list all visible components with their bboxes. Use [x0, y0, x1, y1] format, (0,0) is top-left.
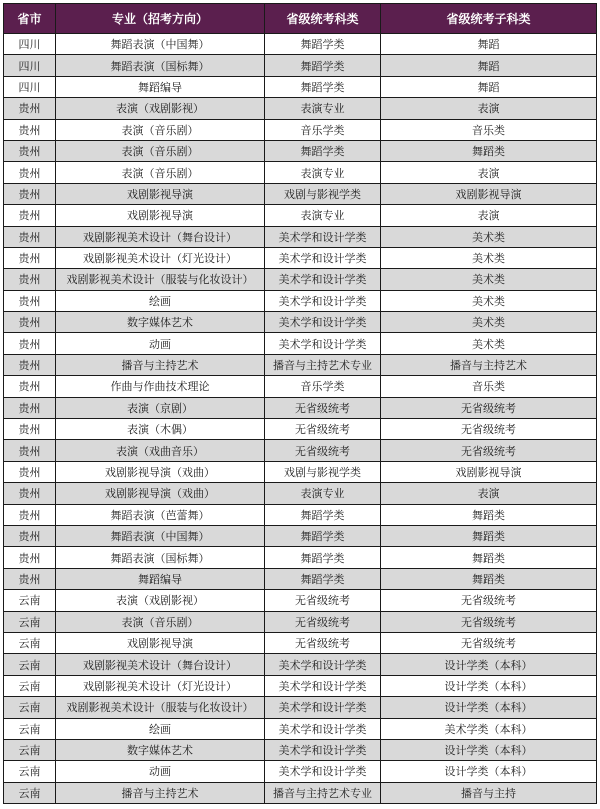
cell-exam-subcategory: 表演	[381, 205, 597, 226]
cell-exam-subcategory: 美术类	[381, 247, 597, 268]
table-row	[4, 504, 597, 525]
table-row	[4, 419, 597, 440]
table-row	[4, 654, 597, 675]
cell-exam-subcategory: 戏剧影视导演	[381, 461, 597, 482]
cell-exam-category: 舞蹈学类	[265, 140, 381, 161]
cell-exam-category: 舞蹈学类	[265, 34, 381, 55]
cell-exam-category: 美术学和设计学类	[265, 761, 381, 782]
cell-province: 四川	[4, 76, 56, 97]
cell-exam-subcategory: 无省级统考	[381, 419, 597, 440]
cell-province: 贵州	[4, 547, 56, 568]
cell-province: 云南	[4, 632, 56, 653]
cell-major: 表演（音乐剧）	[56, 140, 265, 161]
cell-exam-subcategory: 美术类	[381, 312, 597, 333]
cell-major: 舞蹈表演（芭蕾舞）	[56, 504, 265, 525]
cell-exam-subcategory: 无省级统考	[381, 611, 597, 632]
cell-exam-category: 表演专业	[265, 483, 381, 504]
cell-exam-category: 播音与主持艺术专业	[265, 354, 381, 375]
header-major: 专业（招考方向）	[56, 4, 265, 34]
cell-province: 贵州	[4, 205, 56, 226]
cell-exam-subcategory: 表演	[381, 483, 597, 504]
table-row	[4, 34, 597, 55]
table-row	[4, 718, 597, 739]
cell-province: 云南	[4, 590, 56, 611]
cell-exam-subcategory: 设计学类（本科）	[381, 761, 597, 782]
table-row	[4, 611, 597, 632]
table-row	[4, 440, 597, 461]
cell-major: 舞蹈编导	[56, 568, 265, 589]
cell-major: 绘画	[56, 290, 265, 311]
table-container	[3, 3, 596, 804]
cell-province: 贵州	[4, 333, 56, 354]
table-row	[4, 461, 597, 482]
header-exam-subcategory: 省级统考子科类	[381, 4, 597, 34]
cell-major: 戏剧影视美术设计（灯光设计）	[56, 247, 265, 268]
cell-exam-subcategory: 舞蹈类	[381, 140, 597, 161]
cell-major: 表演（戏剧影视）	[56, 98, 265, 119]
cell-province: 贵州	[4, 461, 56, 482]
cell-province: 四川	[4, 55, 56, 76]
table-row	[4, 269, 597, 290]
cell-province: 贵州	[4, 397, 56, 418]
cell-province: 云南	[4, 739, 56, 760]
cell-major: 表演（音乐剧）	[56, 611, 265, 632]
cell-exam-subcategory: 无省级统考	[381, 632, 597, 653]
cell-exam-category: 美术学和设计学类	[265, 226, 381, 247]
cell-exam-subcategory: 戏剧影视导演	[381, 183, 597, 204]
cell-province: 贵州	[4, 140, 56, 161]
cell-major: 戏剧影视导演	[56, 205, 265, 226]
cell-exam-category: 表演专业	[265, 205, 381, 226]
cell-province: 贵州	[4, 183, 56, 204]
cell-province: 贵州	[4, 483, 56, 504]
cell-exam-subcategory: 播音与主持	[381, 782, 597, 803]
cell-exam-subcategory: 美术类	[381, 290, 597, 311]
table-row	[4, 675, 597, 696]
cell-major: 播音与主持艺术	[56, 354, 265, 375]
cell-exam-subcategory: 舞蹈类	[381, 547, 597, 568]
table-row	[4, 183, 597, 204]
cell-exam-category: 音乐学类	[265, 376, 381, 397]
cell-exam-category: 表演专业	[265, 162, 381, 183]
cell-province: 云南	[4, 718, 56, 739]
table-row	[4, 782, 597, 803]
cell-exam-subcategory: 美术类	[381, 333, 597, 354]
table-row	[4, 119, 597, 140]
cell-exam-category: 舞蹈学类	[265, 504, 381, 525]
table-row	[4, 590, 597, 611]
cell-major: 表演（戏剧影视）	[56, 590, 265, 611]
cell-province: 云南	[4, 611, 56, 632]
cell-exam-category: 播音与主持艺术专业	[265, 782, 381, 803]
cell-province: 贵州	[4, 525, 56, 546]
cell-exam-subcategory: 设计学类（本科）	[381, 654, 597, 675]
cell-province: 贵州	[4, 419, 56, 440]
cell-exam-category: 美术学和设计学类	[265, 247, 381, 268]
table-row	[4, 547, 597, 568]
cell-exam-subcategory: 美术学类（本科）	[381, 718, 597, 739]
cell-exam-subcategory: 表演	[381, 162, 597, 183]
cell-major: 戏剧影视美术设计（舞台设计）	[56, 226, 265, 247]
header-row	[4, 4, 597, 34]
cell-exam-category: 舞蹈学类	[265, 568, 381, 589]
cell-exam-category: 舞蹈学类	[265, 76, 381, 97]
cell-exam-subcategory: 舞蹈	[381, 55, 597, 76]
table-row	[4, 247, 597, 268]
cell-major: 戏剧影视导演（戏曲）	[56, 461, 265, 482]
cell-exam-category: 美术学和设计学类	[265, 312, 381, 333]
cell-major: 动画	[56, 333, 265, 354]
cell-province: 贵州	[4, 290, 56, 311]
cell-exam-subcategory: 表演	[381, 98, 597, 119]
cell-major: 戏剧影视美术设计（服装与化妆设计）	[56, 269, 265, 290]
cell-major: 数字媒体艺术	[56, 739, 265, 760]
cell-major: 表演（戏曲音乐）	[56, 440, 265, 461]
cell-exam-category: 表演专业	[265, 98, 381, 119]
cell-exam-category: 舞蹈学类	[265, 547, 381, 568]
cell-major: 舞蹈编导	[56, 76, 265, 97]
table-row	[4, 739, 597, 760]
cell-major: 作曲与作曲技术理论	[56, 376, 265, 397]
table-row	[4, 376, 597, 397]
cell-exam-category: 戏剧与影视学类	[265, 461, 381, 482]
cell-province: 贵州	[4, 98, 56, 119]
admissions-table	[3, 3, 597, 804]
table-row	[4, 525, 597, 546]
cell-exam-category: 无省级统考	[265, 590, 381, 611]
table-row	[4, 312, 597, 333]
cell-exam-subcategory: 播音与主持艺术	[381, 354, 597, 375]
cell-exam-subcategory: 舞蹈类	[381, 568, 597, 589]
cell-exam-subcategory: 音乐类	[381, 119, 597, 140]
cell-exam-subcategory: 设计学类（本科）	[381, 675, 597, 696]
cell-exam-category: 无省级统考	[265, 397, 381, 418]
table-row	[4, 205, 597, 226]
cell-province: 贵州	[4, 226, 56, 247]
table-row	[4, 55, 597, 76]
table-row	[4, 632, 597, 653]
cell-major: 舞蹈表演（国标舞）	[56, 547, 265, 568]
table-row	[4, 397, 597, 418]
cell-major: 表演（音乐剧）	[56, 119, 265, 140]
cell-exam-category: 无省级统考	[265, 419, 381, 440]
cell-province: 贵州	[4, 354, 56, 375]
cell-exam-subcategory: 舞蹈	[381, 34, 597, 55]
cell-province: 贵州	[4, 162, 56, 183]
table-row	[4, 333, 597, 354]
table-body	[4, 34, 597, 804]
table-row	[4, 483, 597, 504]
cell-major: 动画	[56, 761, 265, 782]
cell-major: 数字媒体艺术	[56, 312, 265, 333]
cell-exam-category: 美术学和设计学类	[265, 718, 381, 739]
cell-major: 戏剧影视导演（戏曲）	[56, 483, 265, 504]
cell-major: 舞蹈表演（中国舞）	[56, 34, 265, 55]
cell-exam-subcategory: 舞蹈	[381, 76, 597, 97]
cell-major: 戏剧影视美术设计（舞台设计）	[56, 654, 265, 675]
cell-province: 云南	[4, 761, 56, 782]
cell-major: 表演（音乐剧）	[56, 162, 265, 183]
cell-province: 四川	[4, 34, 56, 55]
table-row	[4, 140, 597, 161]
table-row	[4, 226, 597, 247]
cell-major: 戏剧影视导演	[56, 632, 265, 653]
cell-major: 播音与主持艺术	[56, 782, 265, 803]
cell-province: 云南	[4, 675, 56, 696]
table-row	[4, 76, 597, 97]
cell-exam-category: 舞蹈学类	[265, 525, 381, 546]
table-row	[4, 98, 597, 119]
cell-major: 戏剧影视导演	[56, 183, 265, 204]
cell-province: 贵州	[4, 119, 56, 140]
cell-province: 贵州	[4, 312, 56, 333]
cell-exam-subcategory: 美术类	[381, 226, 597, 247]
cell-exam-subcategory: 设计学类（本科）	[381, 739, 597, 760]
cell-exam-category: 无省级统考	[265, 632, 381, 653]
cell-province: 云南	[4, 697, 56, 718]
cell-exam-category: 戏剧与影视学类	[265, 183, 381, 204]
table-row	[4, 162, 597, 183]
cell-province: 贵州	[4, 269, 56, 290]
cell-province: 贵州	[4, 376, 56, 397]
cell-major: 表演（木偶）	[56, 419, 265, 440]
cell-exam-subcategory: 设计学类（本科）	[381, 697, 597, 718]
table-row	[4, 761, 597, 782]
cell-province: 贵州	[4, 568, 56, 589]
cell-exam-subcategory: 美术类	[381, 269, 597, 290]
cell-major: 表演（京剧）	[56, 397, 265, 418]
header-exam-category: 省级统考科类	[265, 4, 381, 34]
cell-exam-category: 美术学和设计学类	[265, 675, 381, 696]
cell-exam-category: 美术学和设计学类	[265, 333, 381, 354]
header-province: 省市	[4, 4, 56, 34]
cell-exam-category: 无省级统考	[265, 440, 381, 461]
cell-province: 云南	[4, 782, 56, 803]
cell-province: 贵州	[4, 440, 56, 461]
cell-exam-category: 美术学和设计学类	[265, 290, 381, 311]
cell-exam-category: 美术学和设计学类	[265, 654, 381, 675]
cell-province: 贵州	[4, 247, 56, 268]
cell-exam-subcategory: 舞蹈类	[381, 525, 597, 546]
table-row	[4, 697, 597, 718]
cell-exam-category: 美术学和设计学类	[265, 697, 381, 718]
table-row	[4, 290, 597, 311]
cell-exam-subcategory: 舞蹈类	[381, 504, 597, 525]
cell-exam-subcategory: 音乐类	[381, 376, 597, 397]
cell-exam-category: 无省级统考	[265, 611, 381, 632]
cell-major: 舞蹈表演（中国舞）	[56, 525, 265, 546]
cell-exam-category: 音乐学类	[265, 119, 381, 140]
cell-major: 戏剧影视美术设计（服装与化妆设计）	[56, 697, 265, 718]
cell-exam-category: 美术学和设计学类	[265, 739, 381, 760]
table-row	[4, 568, 597, 589]
cell-major: 绘画	[56, 718, 265, 739]
cell-province: 云南	[4, 654, 56, 675]
cell-major: 戏剧影视美术设计（灯光设计）	[56, 675, 265, 696]
cell-exam-subcategory: 无省级统考	[381, 397, 597, 418]
cell-major: 舞蹈表演（国标舞）	[56, 55, 265, 76]
table-row	[4, 354, 597, 375]
cell-exam-category: 美术学和设计学类	[265, 269, 381, 290]
cell-province: 贵州	[4, 504, 56, 525]
cell-exam-category: 舞蹈学类	[265, 55, 381, 76]
cell-exam-subcategory: 无省级统考	[381, 440, 597, 461]
cell-exam-subcategory: 无省级统考	[381, 590, 597, 611]
